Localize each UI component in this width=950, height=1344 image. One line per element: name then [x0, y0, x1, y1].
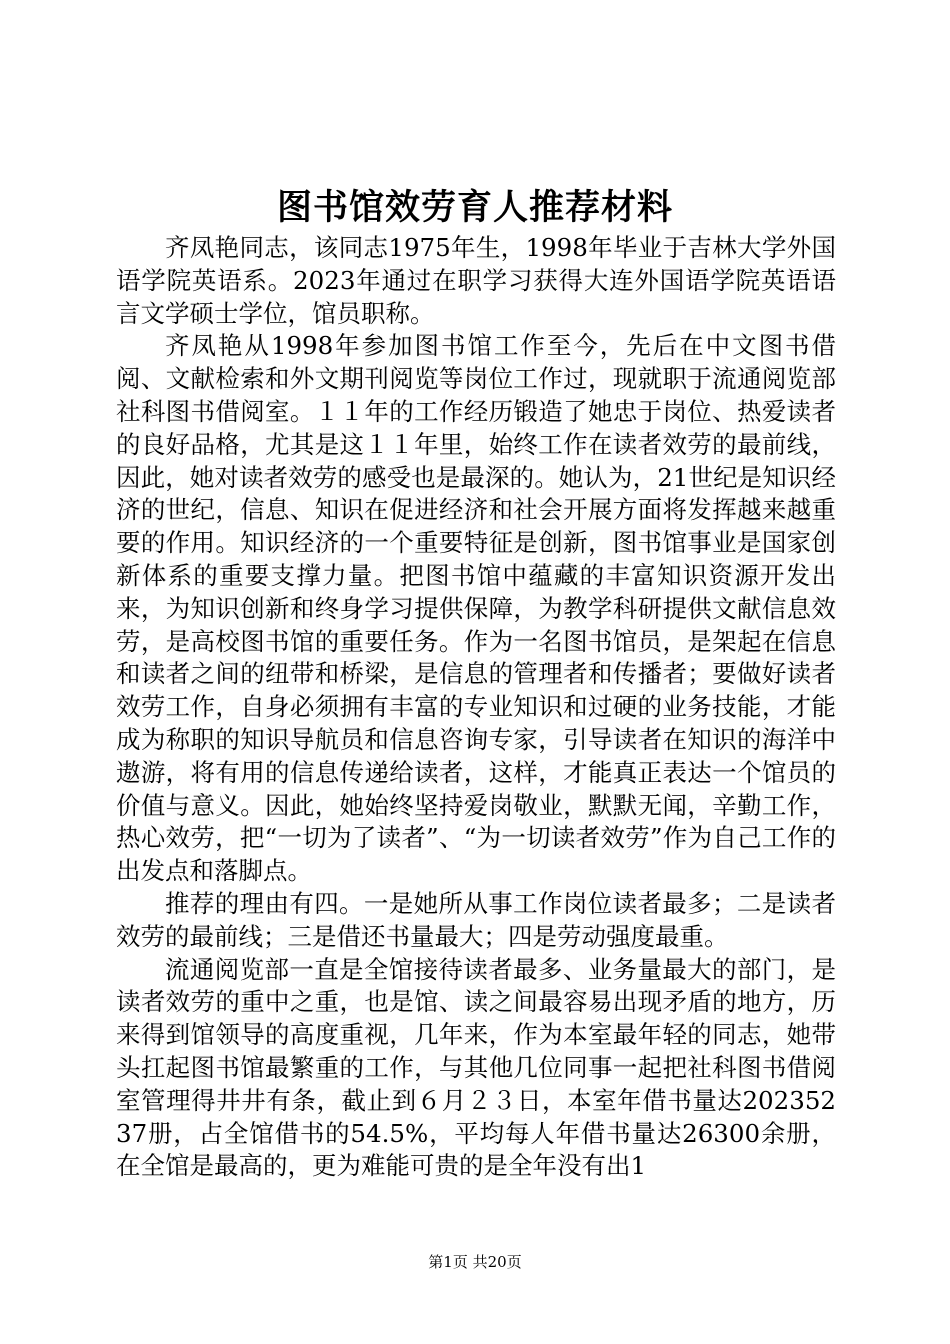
paragraph-work-history: 齐凤艳从1998年参加图书馆工作至今，先后在中文图书借阅、文献检索和外文期刊阅览等岗位工作过，现就职于流通阅览部社科图书借阅室。１１年的工作经历锻造了她忠于岗位、热爱读者的良好品格，尤其是这１１年里，始终工作在读者效劳的最前线，因此，她对读者效劳的感受也是最深的。她认为，21世纪是知识经济的世纪，信息、知识在促进经济和社会开展方面将发挥越来越重要的作用。知识经济的一个重要特征是创新，图书馆事业是国家创新体系的重要支撑力量。把图书馆中蕴藏的丰富知识资源开发出来，为知识创新和终身学习提供保障，为教学科研提供文献信息效劳，是高校图书馆的重要任务。作为一名图书馆员，是架起在信息和读者之间的纽带和桥梁，是信息的管理者和传播者；要做好读者效劳工作，自身必须拥有丰富的专业知识和过硬的业务技能，才能成为称职的知识导航员和信息咨询专家，引导读者在知识的海洋中遨游，将有用的信息传递给读者，这样，才能真正表达一个馆员的价值与意义。因此，她始终坚持爱岗敬业，默默无闻，辛勤工作，热心效劳，把“一切为了读者”、“为一切读者效劳”作为自己工作的出发点和落脚点。 — [116, 331, 836, 886]
document-title: 图书馆效劳育人推荐材料 — [276, 187, 673, 228]
page-number-indicator: 第1页 共20页 — [428, 1253, 522, 1271]
paragraph-recommendation-reasons: 推荐的理由有四。一是她所从事工作岗位读者最多；二是读者效劳的最前线；三是借还书量最大；四是劳动强度最重。 — [116, 888, 836, 951]
document-body — [116, 232, 836, 1183]
paragraph-biography: 齐凤艳同志，该同志1975年生，1998年毕业于吉林大学外国语学院英语系。2023年通过在职学习获得大连外国语学院英语语言文学硕士学位，馆员职称。 — [116, 233, 836, 328]
paragraph-department-achievements: 流通阅览部一直是全馆接待读者最多、业务量最大的部门，是读者效劳的重中之重，也是馆、读之间最容易出现矛盾的地方，历来得到馆领导的高度重视，几年来，作为本室最年轻的同志，她带头扛起图书馆最繁重的工作，与其他几位同事一起把社科图书借阅室管理得井井有条，截止到６月２３日，本室年借书量达20235237册，占全馆借书的54.5%，平均每人年借书量达26300余册，在全馆是最高的，更为难能可贵的是全年没有出1 — [116, 954, 836, 1181]
page-footer — [0, 1252, 950, 1272]
